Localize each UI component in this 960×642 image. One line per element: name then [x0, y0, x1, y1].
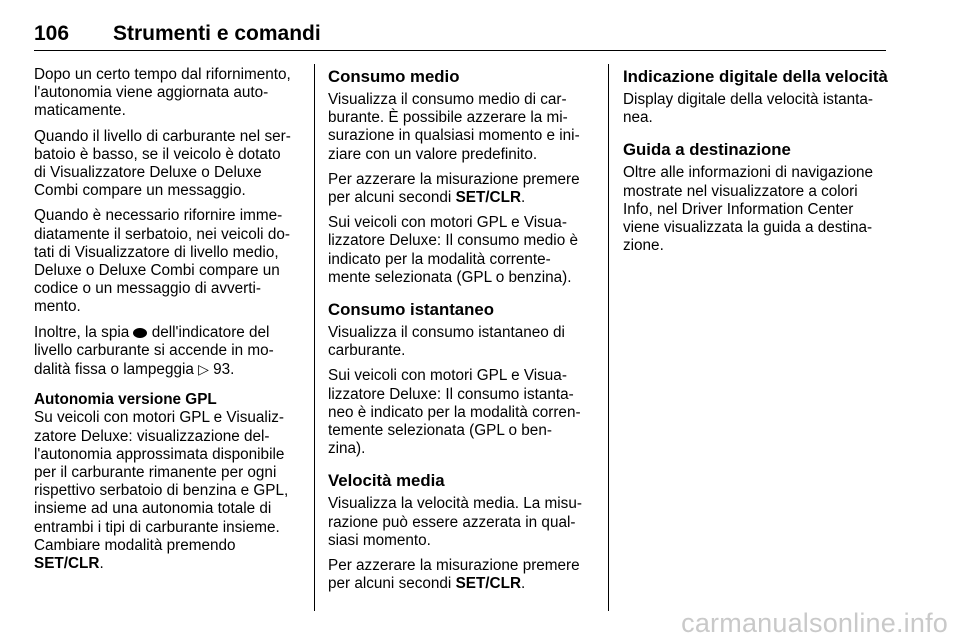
paragraph: Sui veicoli con motori GPL e Visua- lizzatore Deluxe: Il consumo medio è indicato per la modalità corrente- mente selezionata (GPL o benzina).: [328, 214, 578, 286]
watermark: carmanualsonline.info: [681, 608, 948, 638]
subheading: Autonomia versione GPL: [34, 391, 217, 409]
paragraph: Inoltre, la spia dell'indicatore del livello carburante si accende in mo- dalità fissa o lampeggia ▷ 93.: [34, 323, 274, 379]
section-heading: Guida a destinazione: [623, 140, 791, 160]
page-reference-link[interactable]: 93.: [213, 361, 235, 379]
section-heading: Velocità media: [328, 471, 445, 491]
page-header: [34, 22, 886, 51]
running-title: Strumenti e comandi: [113, 22, 321, 45]
paragraph: Su veicoli con motori GPL e Visualiz- zatore Deluxe: visualizzazione del- l'autonomia approssimata disponibile per il carburante rimanente per ogni rispettivo serbatoio di benzina e GPL, insieme ad una autonomia totale di entrambi i tipi di carburante insieme. Cambiare modalità premendo SET/CLR.: [34, 409, 289, 573]
column-divider: [314, 64, 315, 611]
paragraph: Visualizza la velocità media. La misu- razione può essere azzerata in qual- siasi momento.: [328, 495, 582, 549]
paragraph: Visualizza il consumo medio di car- burante. È possibile azzerare la mi- surazione in qualsiasi momento e ini- ziare con un valore predefinito.: [328, 91, 580, 163]
column-2: [328, 66, 596, 600]
section-heading: Consumo istantaneo: [328, 300, 494, 320]
page-reference-arrow-icon: ▷: [198, 361, 209, 378]
column-divider: [608, 64, 609, 611]
paragraph: Visualizza il consumo istantaneo di carburante.: [328, 324, 565, 360]
column-1: [34, 66, 302, 580]
section-heading: Indicazione digitale della velocità: [623, 67, 888, 86]
column-3: [623, 66, 891, 262]
paragraph: Sui veicoli con motori GPL e Visua- lizzatore Deluxe: Il consumo istanta- neo è indicato per la modalità corren- temente selezionata (GPL o ben- zina).: [328, 367, 581, 458]
paragraph: Per azzerare la misurazione premere per alcuni secondi SET/CLR.: [328, 557, 580, 593]
paragraph: Quando è necessario rifornire imme- diatamente il serbatoio, nei veicoli do- tati di Visualizzatore di livello medio, Deluxe o Deluxe Combi compare un codice o un messaggio di avverti- mento.: [34, 207, 290, 316]
paragraph: Per azzerare la misurazione premere per alcuni secondi SET/CLR.: [328, 170, 580, 207]
page-number: 106: [34, 22, 70, 45]
fuel-warning-lamp-icon: [133, 328, 147, 338]
section-heading: Consumo medio: [328, 67, 460, 86]
paragraph: Display digitale della velocità istanta- nea.: [623, 91, 873, 127]
paragraph: Oltre alle informazioni di navigazione mostrate nel visualizzatore a colori Info, nel Driver Information Center viene visualizzata la guida a destina- zione.: [623, 164, 873, 255]
paragraph: Quando il livello di carburante nel ser- batoio è basso, se il veicolo è dotato di Visualizzatore Deluxe o Deluxe Combi compare un messaggio.: [34, 127, 291, 200]
paragraph: Dopo un certo tempo dal rifornimento, l'autonomia viene aggiornata auto- maticamente.: [34, 66, 291, 120]
